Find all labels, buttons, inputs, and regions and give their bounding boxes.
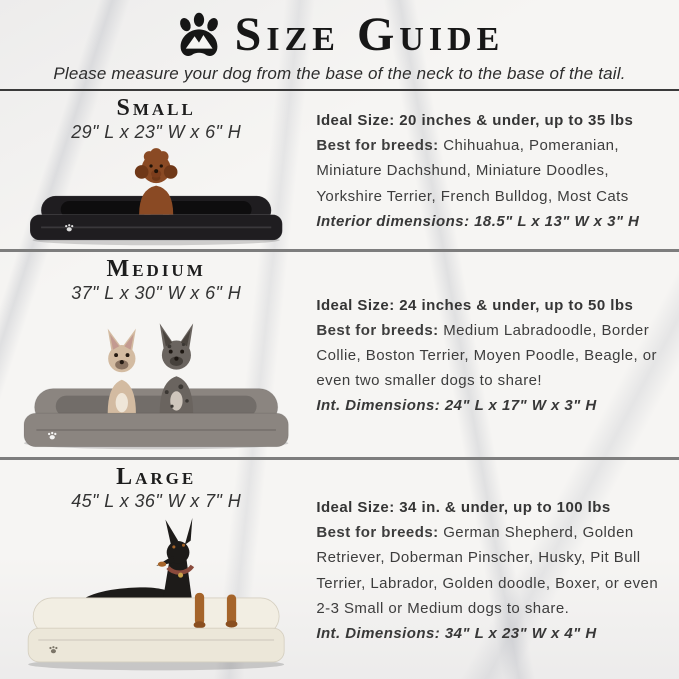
- large-bed: [28, 593, 284, 662]
- interior-value: 18.5" L x 13" W x 3" H: [474, 212, 640, 230]
- medium-bed: [24, 324, 288, 447]
- paw-mountain-logo-icon: [175, 11, 223, 59]
- ideal-size-label: Ideal Size:: [316, 498, 395, 516]
- small-breeds: [316, 133, 663, 209]
- title-row: [0, 8, 679, 61]
- large-size-name: Large: [116, 464, 197, 490]
- small-dog-illustration: [135, 148, 178, 220]
- large-breeds: [316, 520, 663, 621]
- medium-breeds: [316, 318, 663, 394]
- section-medium: [0, 249, 679, 457]
- ideal-size-value: 20 inches & under, up to 35 lbs: [399, 112, 634, 130]
- small-right-column: [312, 91, 679, 249]
- medium-left-column: [0, 252, 312, 457]
- ideal-size-label: Ideal Size:: [316, 296, 395, 314]
- medium-size-dimensions: 37" L x 30" W x 6" H: [71, 283, 242, 304]
- ideal-size-value: 24 inches & under, up to 50 lbs: [399, 296, 634, 314]
- small-bed: [30, 148, 282, 240]
- header: [0, 0, 679, 91]
- breeds-label: Best for breeds:: [316, 321, 439, 339]
- small-bed-photo: [0, 143, 312, 247]
- section-small: [0, 91, 679, 249]
- medium-ideal-size: [316, 293, 663, 318]
- medium-bed-photo: [0, 304, 312, 452]
- medium-size-name: Medium: [106, 256, 206, 282]
- page-title: Size Guide: [234, 8, 505, 61]
- breeds-value: Chihuahua, Pomeranian, Miniature Dachshund, Miniature Doodles, Yorkshire Terrier, French Bulldog, Most Cats: [316, 137, 629, 205]
- small-interior-dimensions: [316, 209, 663, 234]
- interior-value: 34" L x 23" W x 4" H: [444, 624, 597, 642]
- interior-value: 24" L x 17" W x 3" H: [444, 397, 597, 415]
- large-size-dimensions: 45" L x 36" W x 7" H: [71, 491, 242, 512]
- ideal-size-value: 34 in. & under, up to 100 lbs: [399, 498, 611, 516]
- interior-label: Int. Dimensions:: [316, 624, 441, 642]
- breeds-value: German Shepherd, Golden Retriever, Doberman Pinscher, Husky, Pit Bull Terrier, Labrador, Golden doodle, Boxer, or even 2-3 Small or Medium dogs to share.: [316, 524, 659, 617]
- interior-label: Int. Dimensions:: [316, 397, 441, 415]
- medium-interior-dimensions: [316, 393, 663, 418]
- breeds-label: Best for breeds:: [316, 137, 439, 155]
- large-left-column: [0, 460, 312, 679]
- breeds-value: Medium Labradoodle, Border Collie, Boston Terrier, Moyen Poodle, Beagle, or even two smaller dogs to share!: [316, 321, 657, 390]
- measure-instruction: Please measure your dog from the base of the neck to the base of the tail.: [53, 64, 626, 83]
- small-left-column: [0, 91, 312, 249]
- large-right-column: [312, 460, 679, 679]
- small-size-name: Small: [116, 95, 196, 121]
- section-large: [0, 457, 679, 679]
- ideal-size-label: Ideal Size:: [316, 112, 395, 130]
- breeds-label: Best for breeds:: [316, 524, 439, 542]
- medium-right-column: [312, 252, 679, 457]
- small-ideal-size: [316, 108, 663, 133]
- interior-label: Interior dimensions:: [316, 212, 470, 230]
- small-size-dimensions: 29" L x 23" W x 6" H: [71, 122, 242, 143]
- large-ideal-size: [316, 495, 663, 520]
- large-bed-photo: [0, 512, 312, 672]
- collar-tag: [178, 573, 183, 578]
- large-interior-dimensions: [316, 621, 663, 646]
